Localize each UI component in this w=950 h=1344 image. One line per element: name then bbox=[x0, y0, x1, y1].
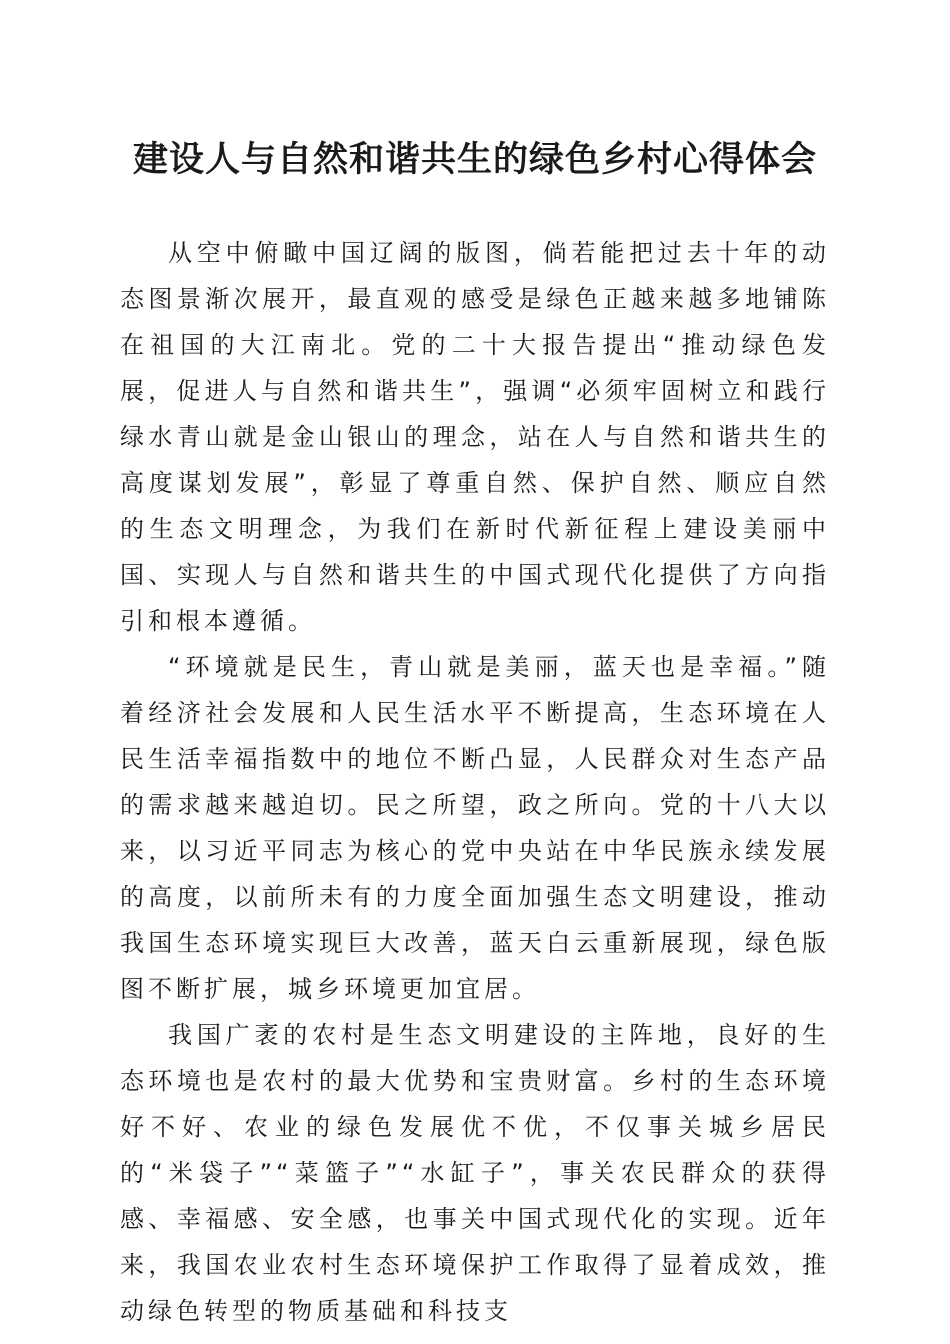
paragraph-1: 从空中俯瞰中国辽阔的版图，倘若能把过去十年的动态图景渐次展开，最直观的感受是绿色正越来越多地铺陈在祖国的大江南北。党的二十大报告提出“推动绿色发展，促进人与自然和谐共生”，强调“必须牢固树立和践行绿水青山就是金山银山的理念，站在人与自然和谐共生的高度谋划发展”，彰显了尊重自然、保护自然、顺应自然的生态文明理念，为我们在新时代新征程上建设美丽中国、实现人与自然和谐共生的中国式现代化提供了方向指引和根本遵循。 bbox=[120, 239, 830, 635]
paragraph-2: “环境就是民生，青山就是美丽，蓝天也是幸福。”随着经济社会发展和人民生活水平不断提高，生态环境在人民生活幸福指数中的地位不断凸显，人民群众对生态产品的需求越来越迫切。民之所望，政之所向。党的十八大以来，以习近平同志为核心的党中央站在中华民族永续发展的高度，以前所未有的力度全面加强生态文明建设，推动我国生态环境实现巨大改善，蓝天白云重新展现，绿色版图不断扩展，城乡环境更加宜居。 bbox=[120, 653, 830, 1003]
paragraph-3: 我国广袤的农村是生态文明建设的主阵地，良好的生态环境也是农村的最大优势和宝贵财富。乡村的生态环境好不好、农业的绿色发展优不优，不仅事关城乡居民的“米袋子”“菜篮子”“水缸子”，事关农民群众的获得感、幸福感、安全感，也事关中国式现代化的实现。近年来，我国农业农村生态环境保护工作取得了显着成效，推动绿色转型的物质基础和科技支 bbox=[120, 1021, 830, 1325]
document-title: 建设人与自然和谐共生的绿色乡村心得体会 bbox=[132, 139, 817, 180]
document-body bbox=[120, 230, 830, 1334]
